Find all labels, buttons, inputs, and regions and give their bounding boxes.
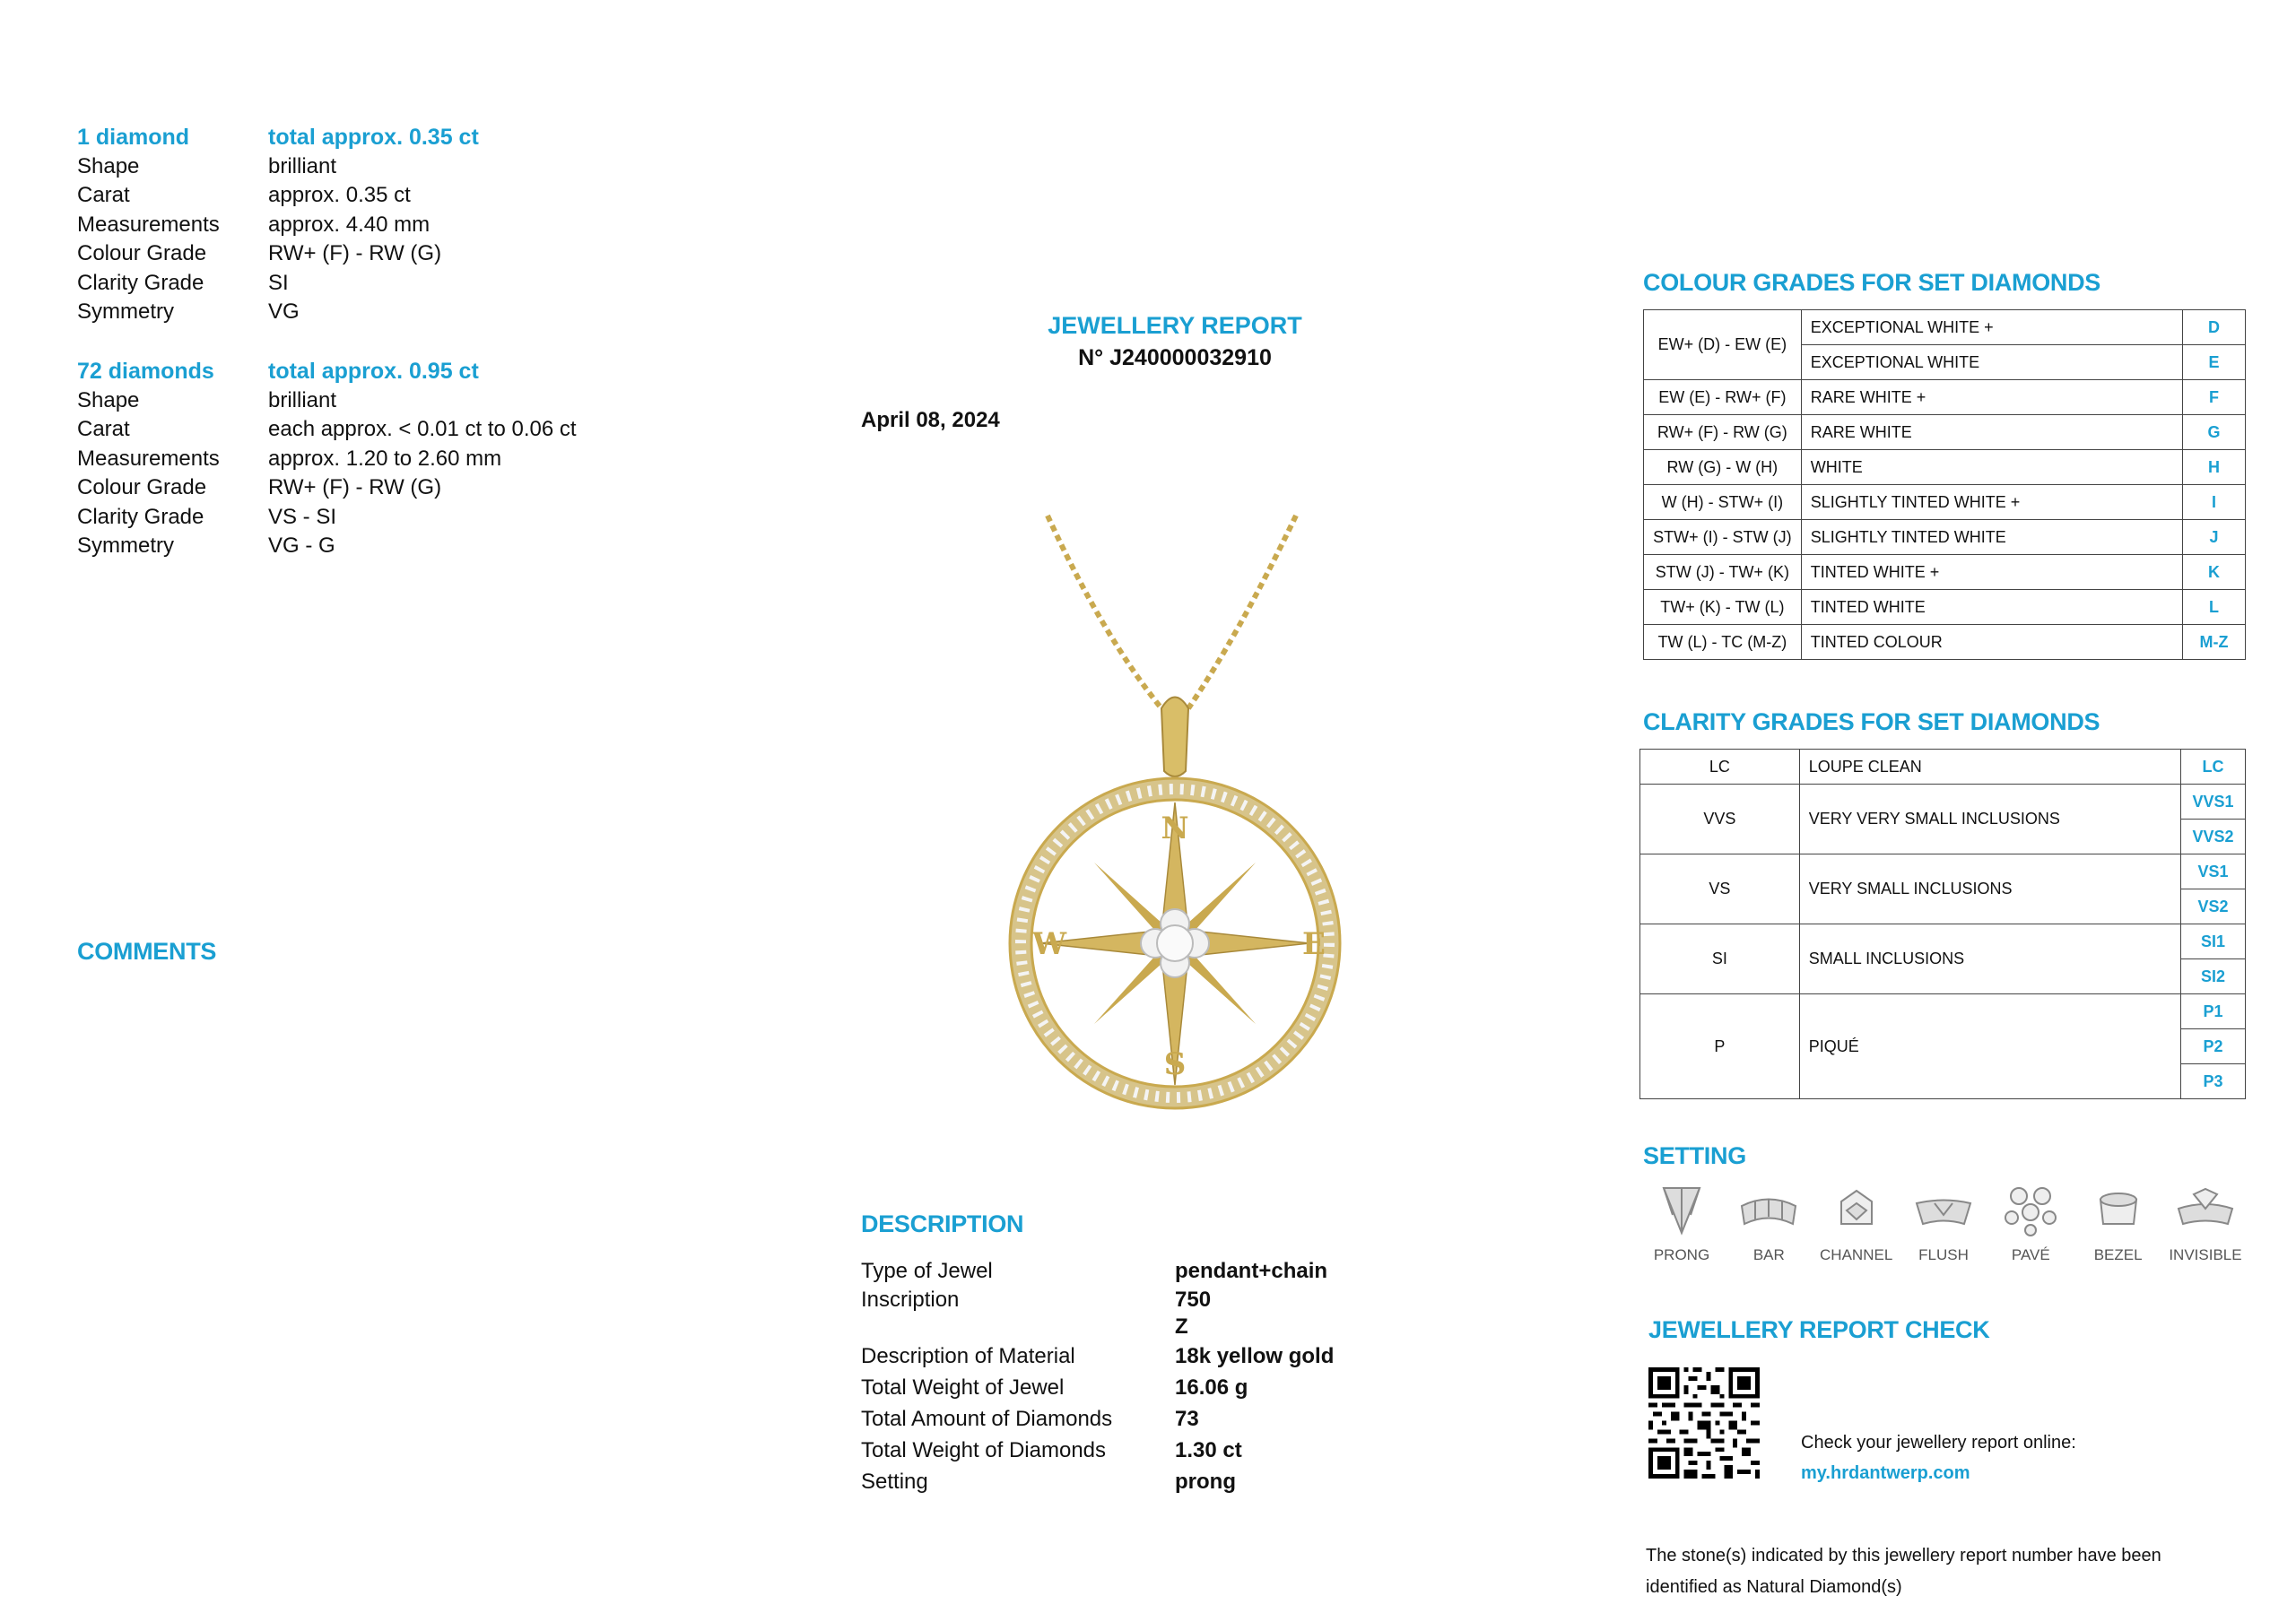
clarity-grade: P2: [2181, 1029, 2246, 1064]
property-value: RW+ (F) - RW (G): [268, 241, 442, 265]
description-row: [861, 1435, 1334, 1466]
pendant-letter-s: S: [1163, 1046, 1187, 1082]
main-stone-title: 1 diamond: [77, 125, 190, 150]
clarity-grade: SI1: [2181, 924, 2246, 959]
flush-setting-icon: [1912, 1184, 1975, 1237]
colour-name: TINTED WHITE: [1801, 590, 2182, 625]
setting-pave: [1992, 1184, 2069, 1264]
colour-code: W (H) - STW+ (I): [1644, 485, 1802, 520]
report-check-heading: JEWELLERY REPORT CHECK: [1648, 1316, 1990, 1343]
colour-grades-heading: COLOUR GRADES FOR SET DIAMONDS: [1643, 269, 2101, 296]
bar-setting-icon: [1737, 1184, 1800, 1237]
setting-label: PRONG: [1653, 1246, 1710, 1263]
colour-name: WHITE: [1801, 450, 2182, 485]
colour-letter: D: [2183, 310, 2246, 345]
clarity-grades-table: [1639, 749, 2246, 1099]
property-row: [77, 269, 479, 299]
clarity-code: VVS: [1640, 785, 1800, 854]
clarity-name: VERY VERY SMALL INCLUSIONS: [1799, 785, 2180, 854]
setting-prong: [1643, 1184, 1720, 1264]
property-label: Carat: [77, 183, 130, 207]
setting-label: BAR: [1752, 1246, 1785, 1263]
setting-label: FLUSH: [1918, 1246, 1969, 1263]
report-check-text-block: [1801, 1427, 2076, 1488]
colour-name: SLIGHTLY TINTED WHITE +: [1801, 485, 2182, 520]
colour-code: RW (G) - W (H): [1644, 450, 1802, 485]
property-row: [77, 152, 479, 182]
prong-setting-icon: [1650, 1184, 1713, 1237]
pave-setting-icon: [1999, 1184, 2062, 1237]
description-value: 18k yellow gold: [1175, 1344, 1335, 1368]
clarity-code: P: [1640, 994, 1800, 1099]
clarity-code: SI: [1640, 924, 1800, 994]
property-row: [77, 445, 577, 474]
clarity-grade: SI2: [2181, 959, 2246, 994]
clarity-grade: VVS2: [2181, 820, 2246, 854]
pendant-letter-e: E: [1302, 926, 1326, 962]
property-label: Shape: [77, 387, 140, 412]
colour-grades-table: [1643, 309, 2246, 660]
description-value: 1.30 ct: [1175, 1438, 1242, 1462]
main-stone-block: [77, 123, 479, 327]
description-label: Total Weight of Jewel: [861, 1375, 1065, 1400]
property-label: Colour Grade: [77, 241, 207, 265]
property-label: Shape: [77, 153, 140, 178]
side-stones-block: [77, 357, 577, 561]
description-row: [861, 1372, 1334, 1403]
colour-letter: G: [2183, 415, 2246, 450]
property-value: brilliant: [268, 153, 337, 178]
property-value: approx. 4.40 mm: [268, 212, 430, 237]
colour-name: TINTED WHITE +: [1801, 555, 2182, 590]
setting-label: INVISIBLE: [2169, 1246, 2242, 1263]
report-check-text: Check your jewellery report online:: [1801, 1433, 2076, 1453]
colour-code: TW (L) - TC (M-Z): [1644, 625, 1802, 660]
property-label: Clarity Grade: [77, 270, 204, 295]
setting-channel: [1818, 1184, 1895, 1264]
property-row: [77, 532, 577, 561]
description-value: 750: [1175, 1288, 1212, 1312]
description-row: [861, 1340, 1334, 1372]
setting-flush: [1905, 1184, 1982, 1264]
report-date: April 08, 2024: [861, 408, 1000, 432]
natural-diamond-footnote: The stone(s) indicated by this jewellery report number have been identified as Natural Diamond(s): [1646, 1546, 2161, 1597]
property-label: Carat: [77, 417, 130, 441]
main-stone-header: [77, 123, 479, 152]
colour-code: RW+ (F) - RW (G): [1644, 415, 1802, 450]
colour-code: TW+ (K) - TW (L): [1644, 590, 1802, 625]
invisible-setting-icon: [2174, 1184, 2237, 1237]
description-row: [861, 1314, 1334, 1340]
colour-name: RARE WHITE +: [1801, 380, 2182, 415]
side-stones-header: [77, 357, 577, 386]
clarity-grade: P3: [2181, 1064, 2246, 1099]
setting-types: [1643, 1184, 2244, 1264]
property-value: VG: [268, 299, 300, 324]
description-value: pendant+chain: [1175, 1259, 1328, 1283]
colour-letter: F: [2183, 380, 2246, 415]
property-value: approx. 0.35 ct: [268, 183, 411, 207]
property-value: VG - G: [268, 533, 335, 558]
description-value: 73: [1175, 1407, 1199, 1431]
property-value: VS - SI: [268, 504, 337, 529]
property-label: Symmetry: [77, 299, 174, 324]
description-value: prong: [1175, 1470, 1236, 1494]
setting-heading: SETTING: [1643, 1142, 1746, 1169]
colour-code: EW (E) - RW+ (F): [1644, 380, 1802, 415]
property-row: [77, 211, 479, 240]
property-row: [77, 181, 479, 211]
comments-heading: COMMENTS: [77, 938, 217, 965]
main-stone-total: total approx. 0.35 ct: [268, 125, 479, 150]
description-value: Z: [1175, 1314, 1188, 1339]
report-title: JEWELLERY REPORT: [1048, 312, 1302, 339]
side-stones-title: 72 diamonds: [77, 359, 214, 384]
colour-letter: E: [2183, 345, 2246, 380]
setting-label: CHANNEL: [1820, 1246, 1893, 1263]
setting-invisible: [2167, 1184, 2244, 1264]
description-value: 16.06 g: [1175, 1375, 1248, 1400]
colour-name: TINTED COLOUR: [1801, 625, 2182, 660]
clarity-name: VERY SMALL INCLUSIONS: [1799, 854, 2180, 924]
clarity-grade: P1: [2181, 994, 2246, 1029]
colour-code: STW (J) - TW+ (K): [1644, 555, 1802, 590]
colour-letter: K: [2183, 555, 2246, 590]
property-row: [77, 415, 577, 445]
property-row: [77, 239, 479, 269]
clarity-name: PIQUÉ: [1799, 994, 2180, 1099]
property-value: brilliant: [268, 387, 337, 412]
property-row: [77, 503, 577, 533]
colour-name: EXCEPTIONAL WHITE +: [1801, 310, 2182, 345]
clarity-code: VS: [1640, 854, 1800, 924]
clarity-name: LOUPE CLEAN: [1799, 750, 2180, 785]
colour-letter: I: [2183, 485, 2246, 520]
clarity-grade: VVS1: [2181, 785, 2246, 820]
property-row: [77, 473, 577, 503]
property-value: approx. 1.20 to 2.60 mm: [268, 446, 502, 471]
property-row: [77, 298, 479, 327]
clarity-code: LC: [1640, 750, 1800, 785]
side-stones-total: total approx. 0.95 ct: [268, 359, 479, 384]
setting-bezel: [2080, 1184, 2157, 1264]
qr-code-icon[interactable]: [1648, 1367, 1760, 1479]
property-label: Measurements: [77, 446, 220, 471]
description-label: Description of Material: [861, 1344, 1075, 1368]
description-row: [861, 1255, 1334, 1287]
property-label: Colour Grade: [77, 475, 207, 499]
description-label: Total Weight of Diamonds: [861, 1438, 1107, 1462]
property-row: [77, 386, 577, 416]
channel-setting-icon: [1825, 1184, 1888, 1237]
description-row: [861, 1403, 1334, 1435]
clarity-grade: VS1: [2181, 854, 2246, 889]
property-label: Symmetry: [77, 533, 174, 558]
colour-letter: J: [2183, 520, 2246, 555]
clarity-grade: VS2: [2181, 889, 2246, 924]
property-value: RW+ (F) - RW (G): [268, 475, 442, 499]
property-label: Clarity Grade: [77, 504, 204, 529]
setting-label: BEZEL: [2093, 1246, 2143, 1263]
colour-letter: H: [2183, 450, 2246, 485]
colour-code: EW+ (D) - EW (E): [1644, 310, 1802, 380]
setting-label: PAVÉ: [2011, 1246, 2050, 1263]
description-list: [861, 1255, 1334, 1497]
property-value: SI: [268, 270, 289, 295]
colour-letter: L: [2183, 590, 2246, 625]
colour-name: SLIGHTLY TINTED WHITE: [1801, 520, 2182, 555]
clarity-name: SMALL INCLUSIONS: [1799, 924, 2180, 994]
colour-name: RARE WHITE: [1801, 415, 2182, 450]
pendant-letter-w: W: [1031, 926, 1067, 962]
description-row: [861, 1466, 1334, 1497]
property-value: each approx. < 0.01 ct to 0.06 ct: [268, 417, 577, 441]
bezel-setting-icon: [2087, 1184, 2150, 1237]
setting-bar: [1730, 1184, 1807, 1264]
colour-letter: M-Z: [2183, 625, 2246, 660]
report-title-block: [1022, 312, 1327, 371]
property-label: Measurements: [77, 212, 220, 237]
report-number: N° J240000032910: [1078, 345, 1272, 370]
description-label: Inscription: [861, 1288, 960, 1312]
pendant-image: [996, 502, 1354, 1130]
colour-code: STW+ (I) - STW (J): [1644, 520, 1802, 555]
clarity-grade: LC: [2181, 750, 2246, 785]
pendant-letter-n: N: [1161, 811, 1189, 846]
description-label: Setting: [861, 1470, 928, 1494]
description-label: [861, 1314, 1175, 1340]
description-label: Type of Jewel: [861, 1259, 993, 1283]
colour-name: EXCEPTIONAL WHITE: [1801, 345, 2182, 380]
description-row: [861, 1287, 1334, 1314]
clarity-grades-heading: CLARITY GRADES FOR SET DIAMONDS: [1643, 708, 2100, 735]
description-label: Total Amount of Diamonds: [861, 1407, 1113, 1431]
description-heading: DESCRIPTION: [861, 1210, 1024, 1237]
report-check-link[interactable]: my.hrdantwerp.com: [1801, 1463, 1970, 1483]
